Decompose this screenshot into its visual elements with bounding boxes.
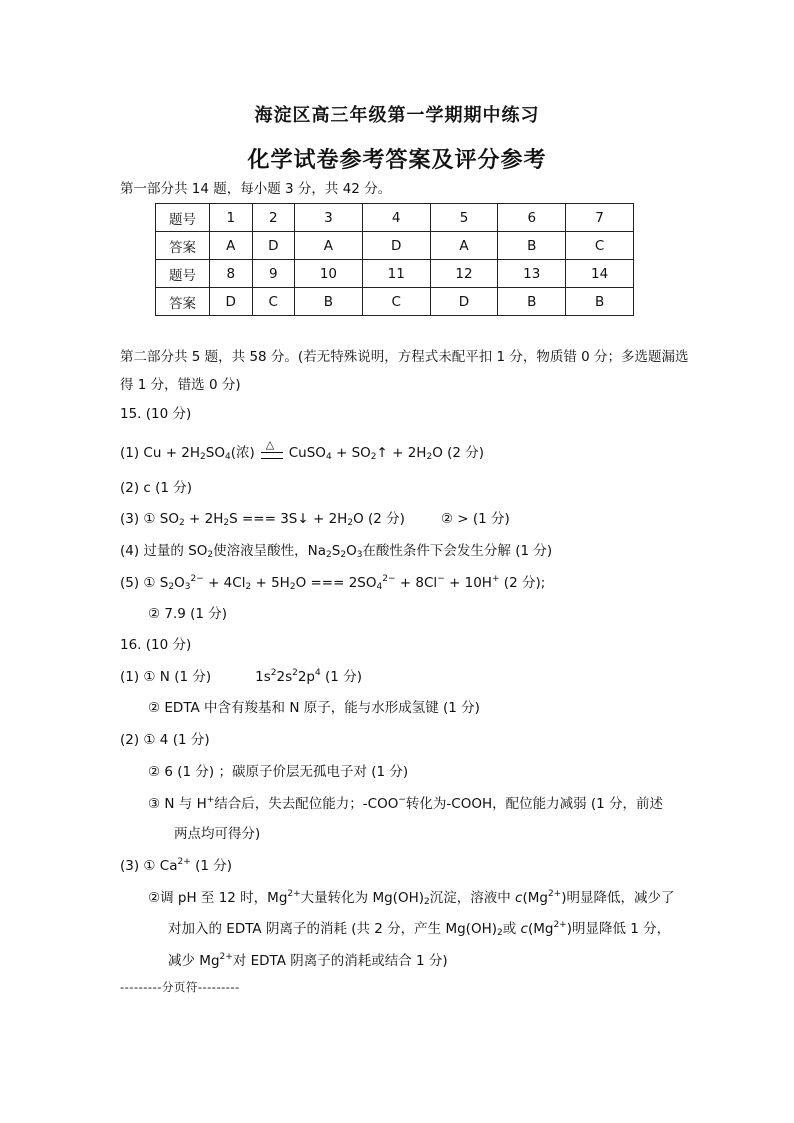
answer-cell: C [362, 288, 430, 316]
q16-item2-part2: ② 6 (1 分) ；碳原子价层无孤电子对 (1 分) [148, 764, 409, 780]
q16-item1-part2: ② EDTA 中含有羧基和 N 原子，能与水形成氢键 (1 分) [148, 700, 480, 716]
row-header-question-number: 题号 [156, 260, 210, 288]
q15-item5-part2: ② 7.9 (1 分) [148, 606, 228, 622]
answer-cell: B [566, 288, 634, 316]
question-number-cell: 3 [295, 204, 363, 232]
q16-item2-part3-cont: 两点均可得分) [174, 826, 261, 842]
q16-item3-part2-cont1: 对加入的 EDTA 阴离子的消耗 (共 2 分，产生 $Mg(OH)_2$或 $c(Mg^{2+})$明显降低 1 分， [168, 920, 671, 938]
answer-cell: D [252, 232, 295, 260]
answer-cell: D [362, 232, 430, 260]
question-number-cell: 11 [362, 260, 430, 288]
q16-item1: (1) ① N (1 分) $1s^22s^22p^4$ (1 分) [120, 668, 362, 685]
answer-cell: C [566, 232, 634, 260]
q16-item3-part2-cont2: 减少 $Mg^{2+}$对 EDTA 阴离子的消耗或结合 1 分) [168, 952, 448, 969]
question-number-cell: 2 [252, 204, 295, 232]
q15-item2: (2) c (1 分) [120, 480, 193, 496]
q15-item1: (1) $Cu + 2H_2SO_4$(浓) △ CuSO$_4$ + $SO_2↑ + 2H_2O$ (2 分) [120, 438, 485, 462]
q15-item3: (3) ① $SO_2 + 2H_2S$ === 3S↓ + $2H_2O$ (2 分) ② > (1 分) [120, 511, 510, 528]
question-number-cell: 12 [430, 260, 498, 288]
q15-heading: 15. (10 分) [120, 406, 192, 422]
question-number-cell: 8 [210, 260, 253, 288]
part2-intro-line1: 第二部分共 5 题，共 58 分。(若无特殊说明，方程式未配平扣 1 分，物质错 0 分；多选题漏选 [120, 349, 689, 365]
question-number-cell: 4 [362, 204, 430, 232]
q15-item5: (5) ① $S_2O_3^{2-} + 4Cl_2 + 5H_2O$ === $2SO_4^{2-} + 8Cl^- + 10H^+$ (2 分); [120, 574, 546, 592]
question-number-cell: 10 [295, 260, 363, 288]
heat-equals-sign: △ [261, 445, 283, 459]
answer-cell: A [210, 232, 253, 260]
part2-intro-line2: 得 1 分，错选 0 分) [120, 377, 241, 393]
answer-cell: A [295, 232, 363, 260]
page-break-marker: ---------分页符--------- [120, 980, 240, 994]
answer-table-row [156, 288, 634, 316]
q16-item2-part3: ③ N 与 H+结合后，失去配位能力；-COO−转化为-COOH，配位能力减弱 (1 分，前述 [148, 795, 664, 812]
answer-table-row [156, 204, 634, 232]
answer-cell: C [252, 288, 295, 316]
document-title: 海淀区高三年级第一学期期中练习 [254, 105, 540, 126]
answer-cell: B [295, 288, 363, 316]
question-number-cell: 14 [566, 260, 634, 288]
part1-intro: 第一部分共 14 题，每小题 3 分，共 42 分。 [120, 181, 392, 197]
answer-cell: D [430, 288, 498, 316]
question-number-cell: 13 [498, 260, 566, 288]
q16-item3: (3) ① $Ca^{2+}$ (1 分) [120, 857, 233, 874]
question-number-cell: 5 [430, 204, 498, 232]
row-header-answer: 答案 [156, 232, 210, 260]
answer-table [155, 203, 634, 316]
q16-item2: (2) ① 4 (1 分) [120, 732, 210, 748]
answer-cell: B [498, 288, 566, 316]
question-number-cell: 1 [210, 204, 253, 232]
q16-heading: 16. (10 分) [120, 637, 192, 653]
question-number-cell: 7 [566, 204, 634, 232]
document-subtitle: 化学试卷参考答案及评分参考 [247, 148, 547, 173]
answer-table-row [156, 232, 634, 260]
q16-item3-part2: ②调 pH 至 12 时，$Mg^{2+}$大量转化为 $Mg(OH)_2$沉淀，溶液中 $c(Mg^{2+})$明显降低，减少了 [148, 889, 675, 907]
q15-item4: (4) 过量的 $SO_2$使溶液呈酸性，$Na_2S_2O_3$在酸性条件下会发生分解 (1 分) [120, 543, 553, 560]
answer-cell: D [210, 288, 253, 316]
question-number-cell: 9 [252, 260, 295, 288]
question-number-cell: 6 [498, 204, 566, 232]
answer-cell: B [498, 232, 566, 260]
answer-cell: A [430, 232, 498, 260]
answer-table-row [156, 260, 634, 288]
row-header-question-number: 题号 [156, 204, 210, 232]
row-header-answer: 答案 [156, 288, 210, 316]
